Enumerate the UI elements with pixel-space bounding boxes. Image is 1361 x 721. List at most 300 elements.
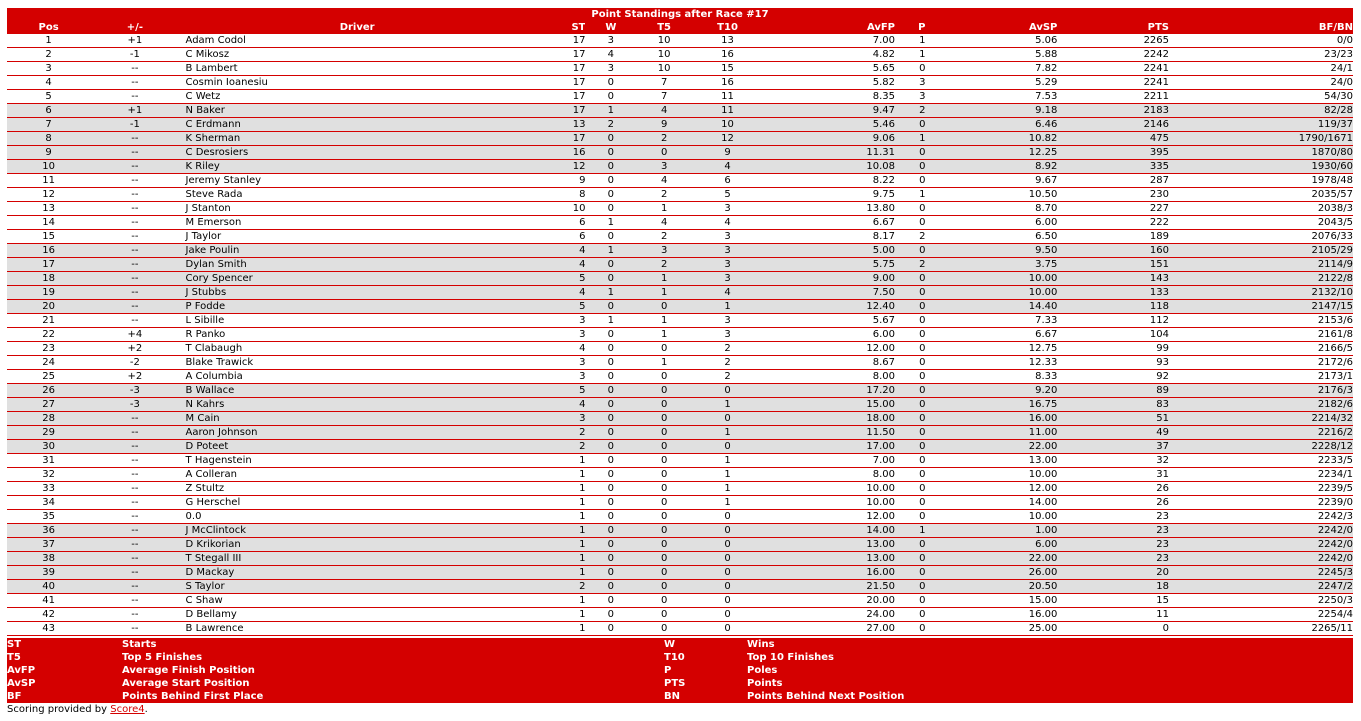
avfp-cell: 9.06 — [763, 132, 895, 146]
table-row — [7, 314, 1353, 328]
header-poles: P — [895, 21, 925, 34]
points-cell: 92 — [1057, 370, 1169, 384]
points-cell: 104 — [1057, 328, 1169, 342]
avsp-cell: 7.53 — [925, 90, 1057, 104]
starts-cell: 17 — [535, 132, 586, 146]
driver-cell: T Clabaugh — [180, 342, 535, 356]
top5-cell: 0 — [636, 496, 692, 510]
wins-cell: 0 — [585, 524, 636, 538]
avsp-cell: 16.00 — [925, 412, 1057, 426]
avsp-cell: 14.40 — [925, 300, 1057, 314]
legend-abbr: BF — [7, 691, 22, 702]
poles-cell: 0 — [895, 622, 925, 636]
starts-cell: 1 — [535, 482, 586, 496]
top5-cell: 10 — [636, 34, 692, 48]
change-cell: +1 — [90, 104, 179, 118]
driver-cell: P Fodde — [180, 300, 535, 314]
avfp-cell: 8.00 — [763, 468, 895, 482]
bfbn-cell: 1978/48 — [1169, 174, 1353, 188]
driver-cell: Dylan Smith — [180, 258, 535, 272]
legend-abbr: T5 — [7, 652, 21, 663]
avfp-cell: 27.00 — [763, 622, 895, 636]
top10-cell: 16 — [692, 76, 763, 90]
top5-cell: 4 — [636, 216, 692, 230]
top5-cell: 4 — [636, 104, 692, 118]
avfp-cell: 13.80 — [763, 202, 895, 216]
pos-cell: 24 — [7, 356, 90, 370]
poles-cell: 0 — [895, 328, 925, 342]
points-cell: 23 — [1057, 510, 1169, 524]
driver-cell: D Mackay — [180, 566, 535, 580]
driver-cell: R Panko — [180, 328, 535, 342]
poles-cell: 3 — [895, 90, 925, 104]
starts-cell: 4 — [535, 398, 586, 412]
wins-cell: 0 — [585, 482, 636, 496]
pos-cell: 3 — [7, 62, 90, 76]
top5-cell: 1 — [636, 356, 692, 370]
bfbn-cell: 2242/3 — [1169, 510, 1353, 524]
bfbn-cell: 2038/3 — [1169, 202, 1353, 216]
wins-cell: 4 — [585, 48, 636, 62]
points-cell: 112 — [1057, 314, 1169, 328]
bfbn-cell: 24/1 — [1169, 62, 1353, 76]
avsp-cell: 7.33 — [925, 314, 1057, 328]
table-row — [7, 132, 1353, 146]
starts-cell: 1 — [535, 454, 586, 468]
starts-cell: 1 — [535, 538, 586, 552]
avfp-cell: 6.00 — [763, 328, 895, 342]
points-cell: 189 — [1057, 230, 1169, 244]
pos-cell: 38 — [7, 552, 90, 566]
bfbn-cell: 2043/5 — [1169, 216, 1353, 230]
table-row — [7, 146, 1353, 160]
poles-cell: 0 — [895, 552, 925, 566]
points-cell: 0 — [1057, 622, 1169, 636]
top10-cell: 15 — [692, 62, 763, 76]
starts-cell: 2 — [535, 580, 586, 594]
top5-cell: 1 — [636, 286, 692, 300]
starts-cell: 5 — [535, 300, 586, 314]
header-avsp: AvSP — [925, 21, 1057, 34]
avfp-cell: 5.00 — [763, 244, 895, 258]
header-points: PTS — [1057, 21, 1169, 34]
top10-cell: 0 — [692, 440, 763, 454]
poles-cell: 1 — [895, 48, 925, 62]
bfbn-cell: 119/37 — [1169, 118, 1353, 132]
change-cell: -- — [90, 454, 179, 468]
starts-cell: 9 — [535, 174, 586, 188]
driver-cell: Cosmin Ioanesiu — [180, 76, 535, 90]
pos-cell: 8 — [7, 132, 90, 146]
bfbn-cell: 2216/2 — [1169, 426, 1353, 440]
pos-cell: 36 — [7, 524, 90, 538]
driver-cell: C Mikosz — [180, 48, 535, 62]
bfbn-cell: 2122/8 — [1169, 272, 1353, 286]
top10-cell: 4 — [692, 216, 763, 230]
top5-cell: 0 — [636, 580, 692, 594]
points-cell: 23 — [1057, 524, 1169, 538]
table-row — [7, 272, 1353, 286]
points-cell: 395 — [1057, 146, 1169, 160]
wins-cell: 0 — [585, 76, 636, 90]
wins-cell: 0 — [585, 426, 636, 440]
wins-cell: 0 — [585, 552, 636, 566]
avfp-cell: 6.67 — [763, 216, 895, 230]
wins-cell: 1 — [585, 104, 636, 118]
avfp-cell: 8.35 — [763, 90, 895, 104]
wins-cell: 1 — [585, 244, 636, 258]
bfbn-cell: 2245/3 — [1169, 566, 1353, 580]
table-row — [7, 230, 1353, 244]
legend-abbr: BN — [664, 691, 680, 702]
driver-cell: D Krikorian — [180, 538, 535, 552]
top10-cell: 1 — [692, 482, 763, 496]
pos-cell: 42 — [7, 608, 90, 622]
pos-cell: 12 — [7, 188, 90, 202]
driver-cell: Jeremy Stanley — [180, 174, 535, 188]
driver-cell: Blake Trawick — [180, 356, 535, 370]
change-cell: -- — [90, 552, 179, 566]
poles-cell: 0 — [895, 314, 925, 328]
bfbn-cell: 1790/1671 — [1169, 132, 1353, 146]
poles-cell: 0 — [895, 566, 925, 580]
driver-cell: C Wetz — [180, 90, 535, 104]
poles-cell: 0 — [895, 412, 925, 426]
points-cell: 23 — [1057, 552, 1169, 566]
avfp-cell: 18.00 — [763, 412, 895, 426]
top10-cell: 3 — [692, 314, 763, 328]
driver-cell: Steve Rada — [180, 188, 535, 202]
avsp-cell: 6.67 — [925, 328, 1057, 342]
poles-cell: 0 — [895, 216, 925, 230]
header-wins: W — [585, 21, 636, 34]
poles-cell: 0 — [895, 160, 925, 174]
header-top5: T5 — [636, 21, 692, 34]
table-row — [7, 622, 1353, 636]
starts-cell: 16 — [535, 146, 586, 160]
pos-cell: 15 — [7, 230, 90, 244]
top10-cell: 4 — [692, 286, 763, 300]
top10-cell: 9 — [692, 146, 763, 160]
starts-cell: 4 — [535, 244, 586, 258]
driver-cell: L Sibille — [180, 314, 535, 328]
bfbn-cell: 2173/1 — [1169, 370, 1353, 384]
header-bfbn: BF/BN — [1169, 21, 1353, 34]
points-cell: 26 — [1057, 496, 1169, 510]
pos-cell: 26 — [7, 384, 90, 398]
starts-cell: 6 — [535, 230, 586, 244]
driver-cell: J Stanton — [180, 202, 535, 216]
bfbn-cell: 54/30 — [1169, 90, 1353, 104]
driver-cell: D Poteet — [180, 440, 535, 454]
table-row — [7, 510, 1353, 524]
top5-cell: 1 — [636, 272, 692, 286]
wins-cell: 0 — [585, 412, 636, 426]
standings-body — [7, 34, 1353, 636]
driver-cell: Z Stultz — [180, 482, 535, 496]
legend-abbr: ST — [7, 639, 22, 650]
top10-cell: 16 — [692, 48, 763, 62]
bfbn-cell: 2242/0 — [1169, 552, 1353, 566]
avfp-cell: 11.31 — [763, 146, 895, 160]
title-row — [7, 8, 1353, 21]
driver-cell: N Kahrs — [180, 398, 535, 412]
top5-cell: 3 — [636, 160, 692, 174]
bfbn-cell: 2265/11 — [1169, 622, 1353, 636]
poles-cell: 1 — [895, 34, 925, 48]
starts-cell: 4 — [535, 258, 586, 272]
change-cell: -- — [90, 440, 179, 454]
table-row — [7, 524, 1353, 538]
wins-cell: 0 — [585, 594, 636, 608]
top5-cell: 0 — [636, 552, 692, 566]
change-cell: -- — [90, 412, 179, 426]
wins-cell: 0 — [585, 398, 636, 412]
driver-cell: A Colleran — [180, 468, 535, 482]
table-row — [7, 160, 1353, 174]
wins-cell: 1 — [585, 216, 636, 230]
change-cell: -- — [90, 622, 179, 636]
avsp-cell: 25.00 — [925, 622, 1057, 636]
score4-link[interactable]: Score4 — [110, 704, 145, 715]
pos-cell: 39 — [7, 566, 90, 580]
pos-cell: 33 — [7, 482, 90, 496]
top10-cell: 0 — [692, 566, 763, 580]
avsp-cell: 9.20 — [925, 384, 1057, 398]
avsp-cell: 8.33 — [925, 370, 1057, 384]
avfp-cell: 11.50 — [763, 426, 895, 440]
starts-cell: 1 — [535, 510, 586, 524]
points-cell: 83 — [1057, 398, 1169, 412]
table-row — [7, 356, 1353, 370]
driver-cell: N Baker — [180, 104, 535, 118]
avfp-cell: 16.00 — [763, 566, 895, 580]
standings-container — [7, 8, 1353, 715]
bfbn-cell: 2214/32 — [1169, 412, 1353, 426]
starts-cell: 1 — [535, 566, 586, 580]
driver-cell: D Bellamy — [180, 608, 535, 622]
legend-desc: Average Finish Position — [122, 665, 255, 676]
pos-cell: 25 — [7, 370, 90, 384]
avsp-cell: 13.00 — [925, 454, 1057, 468]
table-row — [7, 90, 1353, 104]
driver-cell: K Riley — [180, 160, 535, 174]
poles-cell: 0 — [895, 426, 925, 440]
driver-cell: M Cain — [180, 412, 535, 426]
bfbn-cell: 2172/6 — [1169, 356, 1353, 370]
points-cell: 227 — [1057, 202, 1169, 216]
avsp-cell: 7.82 — [925, 62, 1057, 76]
pos-cell: 27 — [7, 398, 90, 412]
footer — [7, 704, 1353, 715]
bfbn-cell: 2247/2 — [1169, 580, 1353, 594]
legend-abbr: T10 — [664, 652, 685, 663]
driver-cell: B Wallace — [180, 384, 535, 398]
starts-cell: 3 — [535, 314, 586, 328]
avfp-cell: 10.08 — [763, 160, 895, 174]
points-cell: 133 — [1057, 286, 1169, 300]
driver-cell: C Desrosiers — [180, 146, 535, 160]
table-row — [7, 188, 1353, 202]
top5-cell: 0 — [636, 482, 692, 496]
avfp-cell: 5.65 — [763, 62, 895, 76]
points-cell: 51 — [1057, 412, 1169, 426]
starts-cell: 1 — [535, 468, 586, 482]
pos-cell: 14 — [7, 216, 90, 230]
driver-cell: K Sherman — [180, 132, 535, 146]
starts-cell: 17 — [535, 62, 586, 76]
wins-cell: 0 — [585, 90, 636, 104]
wins-cell: 0 — [585, 188, 636, 202]
bfbn-cell: 82/28 — [1169, 104, 1353, 118]
pos-cell: 4 — [7, 76, 90, 90]
driver-cell: B Lambert — [180, 62, 535, 76]
driver-cell: Jake Poulin — [180, 244, 535, 258]
avsp-cell: 9.67 — [925, 174, 1057, 188]
legend-row — [7, 664, 1353, 677]
points-cell: 2211 — [1057, 90, 1169, 104]
avsp-cell: 6.00 — [925, 216, 1057, 230]
table-row — [7, 496, 1353, 510]
top10-cell: 1 — [692, 454, 763, 468]
wins-cell: 0 — [585, 440, 636, 454]
poles-cell: 3 — [895, 76, 925, 90]
header-pos: Pos — [7, 21, 90, 34]
top5-cell: 0 — [636, 468, 692, 482]
wins-cell: 0 — [585, 608, 636, 622]
points-cell: 32 — [1057, 454, 1169, 468]
avsp-cell: 16.00 — [925, 608, 1057, 622]
header-driver: Driver — [180, 21, 535, 34]
starts-cell: 8 — [535, 188, 586, 202]
avfp-cell: 5.82 — [763, 76, 895, 90]
starts-cell: 6 — [535, 216, 586, 230]
driver-cell: A Columbia — [180, 370, 535, 384]
change-cell: -- — [90, 272, 179, 286]
table-row — [7, 48, 1353, 62]
poles-cell: 0 — [895, 118, 925, 132]
change-cell: -- — [90, 538, 179, 552]
wins-cell: 0 — [585, 258, 636, 272]
avsp-cell: 3.75 — [925, 258, 1057, 272]
points-cell: 2241 — [1057, 76, 1169, 90]
pos-cell: 5 — [7, 90, 90, 104]
pos-cell: 23 — [7, 342, 90, 356]
driver-cell: C Erdmann — [180, 118, 535, 132]
top10-cell: 2 — [692, 356, 763, 370]
poles-cell: 0 — [895, 146, 925, 160]
poles-cell: 0 — [895, 356, 925, 370]
legend-abbr: P — [664, 665, 672, 676]
starts-cell: 3 — [535, 370, 586, 384]
wins-cell: 0 — [585, 174, 636, 188]
avsp-cell: 16.75 — [925, 398, 1057, 412]
avsp-cell: 20.50 — [925, 580, 1057, 594]
top5-cell: 1 — [636, 202, 692, 216]
wins-cell: 0 — [585, 510, 636, 524]
avfp-cell: 10.00 — [763, 496, 895, 510]
table-row — [7, 468, 1353, 482]
top10-cell: 0 — [692, 538, 763, 552]
points-cell: 230 — [1057, 188, 1169, 202]
poles-cell: 0 — [895, 62, 925, 76]
bfbn-cell: 2239/0 — [1169, 496, 1353, 510]
avsp-cell: 5.88 — [925, 48, 1057, 62]
change-cell: +2 — [90, 342, 179, 356]
top5-cell: 2 — [636, 258, 692, 272]
change-cell: +2 — [90, 370, 179, 384]
driver-cell: S Taylor — [180, 580, 535, 594]
driver-cell: M Emerson — [180, 216, 535, 230]
driver-cell: J McClintock — [180, 524, 535, 538]
table-row — [7, 370, 1353, 384]
avfp-cell: 7.50 — [763, 286, 895, 300]
avfp-cell: 20.00 — [763, 594, 895, 608]
wins-cell: 0 — [585, 384, 636, 398]
avsp-cell: 6.50 — [925, 230, 1057, 244]
pos-cell: 6 — [7, 104, 90, 118]
wins-cell: 0 — [585, 342, 636, 356]
top5-cell: 0 — [636, 440, 692, 454]
points-cell: 18 — [1057, 580, 1169, 594]
poles-cell: 0 — [895, 384, 925, 398]
avsp-cell: 14.00 — [925, 496, 1057, 510]
footer-suffix: . — [144, 704, 148, 715]
legend-desc: Points — [747, 678, 783, 689]
top10-cell: 1 — [692, 426, 763, 440]
avsp-cell: 10.82 — [925, 132, 1057, 146]
avfp-cell: 8.22 — [763, 174, 895, 188]
avfp-cell: 12.40 — [763, 300, 895, 314]
table-row — [7, 482, 1353, 496]
wins-cell: 0 — [585, 300, 636, 314]
points-cell: 287 — [1057, 174, 1169, 188]
pos-cell: 43 — [7, 622, 90, 636]
header-top10: T10 — [692, 21, 763, 34]
avfp-cell: 10.00 — [763, 482, 895, 496]
wins-cell: 3 — [585, 62, 636, 76]
starts-cell: 17 — [535, 48, 586, 62]
top10-cell: 0 — [692, 412, 763, 426]
pos-cell: 13 — [7, 202, 90, 216]
legend-table — [7, 638, 1353, 703]
top10-cell: 0 — [692, 622, 763, 636]
poles-cell: 0 — [895, 468, 925, 482]
table-row — [7, 398, 1353, 412]
starts-cell: 17 — [535, 90, 586, 104]
driver-cell: B Lawrence — [180, 622, 535, 636]
change-cell: -- — [90, 202, 179, 216]
starts-cell: 2 — [535, 440, 586, 454]
poles-cell: 0 — [895, 286, 925, 300]
avsp-cell: 26.00 — [925, 566, 1057, 580]
pos-cell: 30 — [7, 440, 90, 454]
poles-cell: 0 — [895, 454, 925, 468]
avfp-cell: 7.00 — [763, 454, 895, 468]
avfp-cell: 9.75 — [763, 188, 895, 202]
avsp-cell: 8.70 — [925, 202, 1057, 216]
avfp-cell: 14.00 — [763, 524, 895, 538]
starts-cell: 2 — [535, 426, 586, 440]
pos-cell: 35 — [7, 510, 90, 524]
header-change: +/- — [90, 21, 179, 34]
points-cell: 2241 — [1057, 62, 1169, 76]
poles-cell: 2 — [895, 258, 925, 272]
bfbn-cell: 2176/3 — [1169, 384, 1353, 398]
legend-abbr: AvFP — [7, 665, 36, 676]
top5-cell: 0 — [636, 146, 692, 160]
top10-cell: 3 — [692, 202, 763, 216]
